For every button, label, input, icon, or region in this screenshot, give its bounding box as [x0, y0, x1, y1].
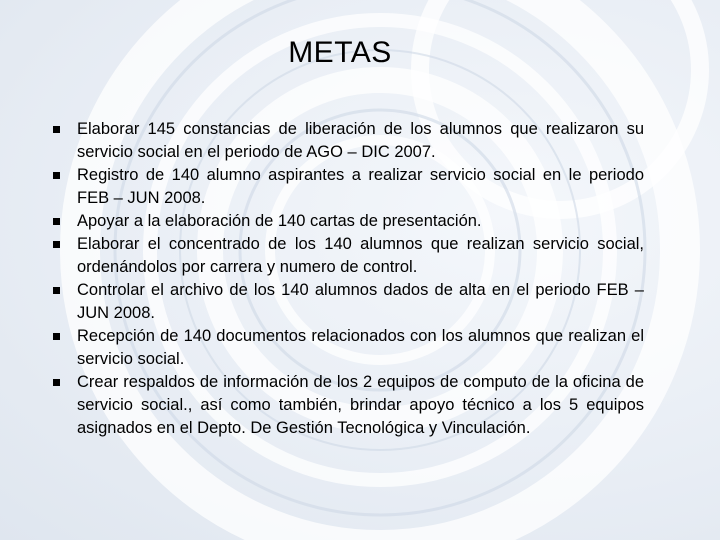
square-bullet-icon	[53, 172, 60, 179]
list-item-text: Controlar el archivo de los 140 alumnos dados de alta en el periodo FEB – JUN 2008.	[77, 281, 644, 322]
list-item	[48, 210, 644, 233]
list-item-text: Crear respaldos de información de los 2 equipos de computo de la oficina de servicio social., así como también, brindar apoyo técnico a los 5 equipos asignados en el Depto. De Gestión Tecnológica y Vinculación.	[77, 373, 644, 437]
list-item	[48, 325, 644, 371]
list-item	[48, 233, 644, 279]
list-item-text: Elaborar 145 constancias de liberación de los alumnos que realizaron su servicio social en el periodo de AGO – DIC 2007.	[77, 120, 644, 161]
list-item	[48, 279, 644, 325]
square-bullet-icon	[53, 218, 60, 225]
list-item-text: Registro de 140 alumno aspirantes a realizar servicio social en le periodo FEB – JUN 2008.	[77, 166, 644, 207]
list-item	[48, 371, 644, 440]
square-bullet-icon	[53, 126, 60, 133]
bullet-list	[48, 118, 644, 440]
square-bullet-icon	[53, 287, 60, 294]
square-bullet-icon	[53, 241, 60, 248]
slide-title: METAS	[288, 36, 392, 69]
list-item	[48, 118, 644, 164]
list-item	[48, 164, 644, 210]
list-item-text: Elaborar el concentrado de los 140 alumnos que realizan servicio social, ordenándolos por carrera y numero de control.	[77, 235, 644, 276]
list-item-text: Apoyar a la elaboración de 140 cartas de presentación.	[77, 212, 482, 230]
square-bullet-icon	[53, 333, 60, 340]
list-item-text: Recepción de 140 documentos relacionados con los alumnos que realizan el servicio social.	[77, 327, 644, 368]
square-bullet-icon	[53, 379, 60, 386]
